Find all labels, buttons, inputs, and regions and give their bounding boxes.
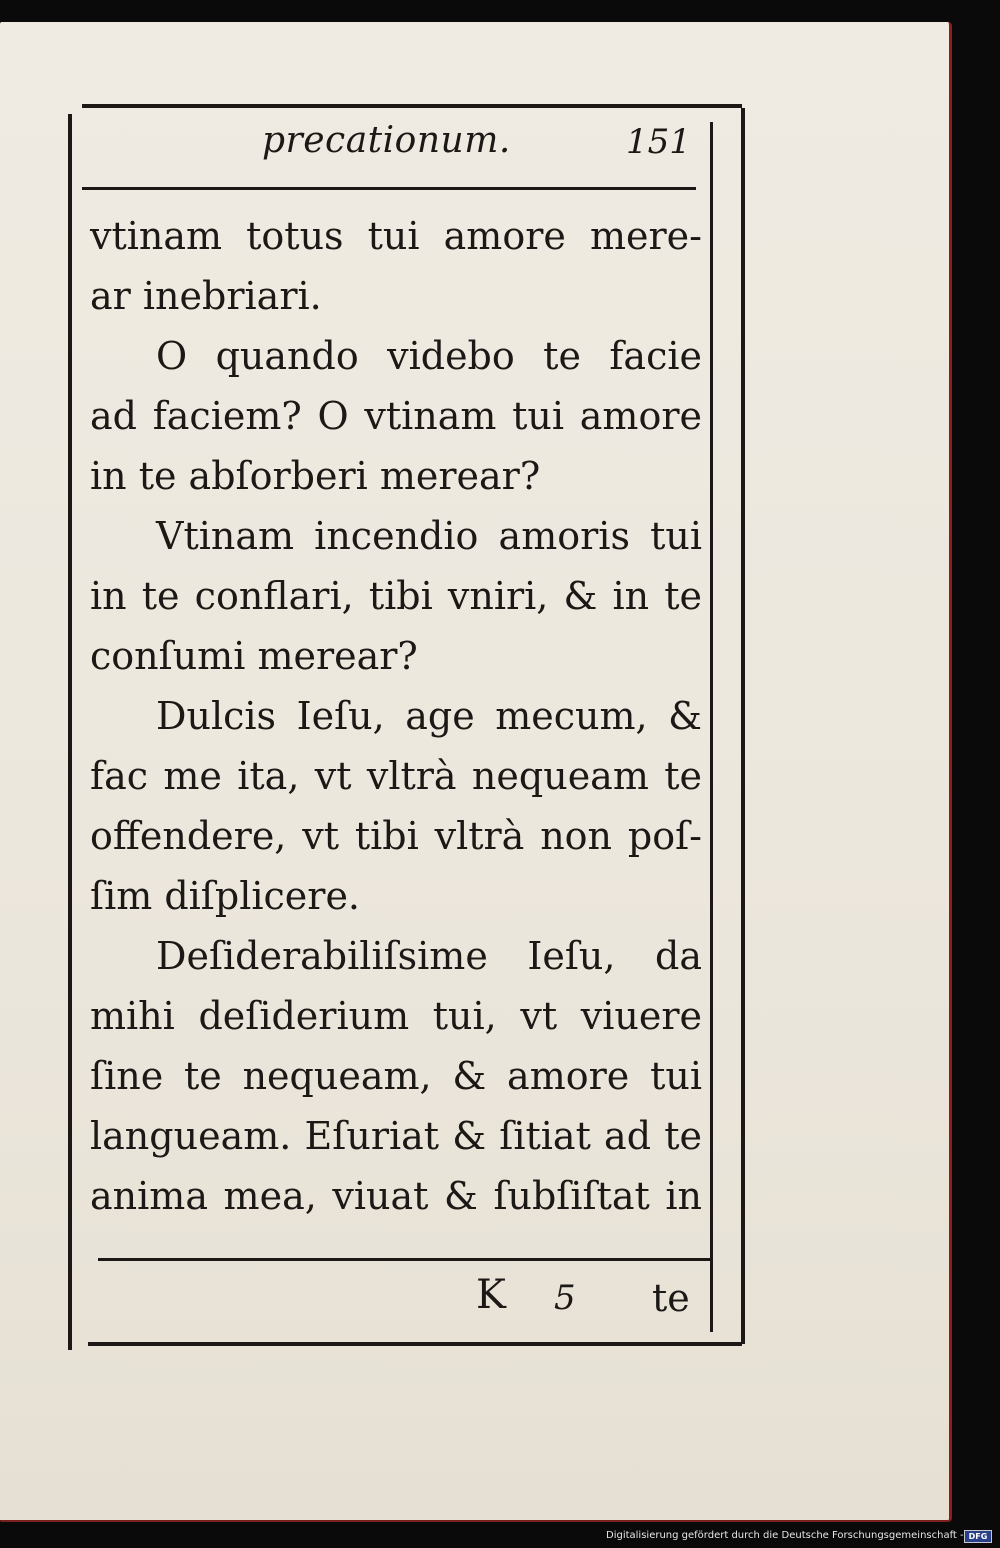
digitization-note: Digitalisierung gefördert durch die Deutsche Forschungsgemeinschaft - (606, 1530, 964, 1541)
text-line: in te conflari, tibi vniri, & in te (90, 574, 702, 618)
text-line: O quando videbo te facie (156, 334, 702, 378)
book-page (0, 22, 952, 1522)
running-head: precationum. (262, 120, 511, 161)
text-line: fac me ita, vt vltrà nequeam te (90, 754, 702, 798)
text-line: Deſiderabiliſsime Ieſu, da (156, 934, 702, 978)
catchword: te (652, 1276, 690, 1320)
text-line: langueam. Eſuriat & ſitiat ad te (90, 1114, 702, 1158)
frame-left-rule (68, 114, 72, 1350)
text-line: vtinam totus tui amore mere- (90, 214, 702, 258)
text-line: Dulcis Ieſu, age mecum, & (156, 694, 702, 738)
frame-top-rule (82, 104, 742, 108)
text-line: ſim diſplicere. (90, 874, 361, 918)
frame-outer-right-rule (741, 108, 745, 1344)
text-line: Vtinam incendio amoris tui (156, 514, 702, 558)
text-line: ad faciem? O vtinam tui amore (90, 394, 702, 438)
signature-mark: K (476, 1272, 506, 1318)
text-line: in te abſorberi merear? (90, 454, 541, 498)
header-rule (82, 187, 696, 190)
text-line: offendere, vt tibi vltrà non poſ- (90, 814, 702, 858)
footer-rule (98, 1258, 710, 1261)
text-line: anima mea, viuat & ſubſiſtat in (90, 1174, 702, 1218)
signature-number: 5 (554, 1278, 576, 1318)
frame-inner-right-rule (710, 122, 713, 1332)
body-text (90, 206, 702, 1226)
text-line: ar inebriari. (90, 274, 322, 318)
page-number: 151 (626, 122, 691, 162)
text-line: ſine te nequeam, & amore tui (90, 1054, 702, 1098)
dfg-logo: DFG (964, 1530, 992, 1543)
text-line: conſumi merear? (90, 634, 418, 678)
text-line: mihi deſiderium tui, vt viuere (90, 994, 702, 1038)
frame-bottom-rule (88, 1342, 742, 1346)
